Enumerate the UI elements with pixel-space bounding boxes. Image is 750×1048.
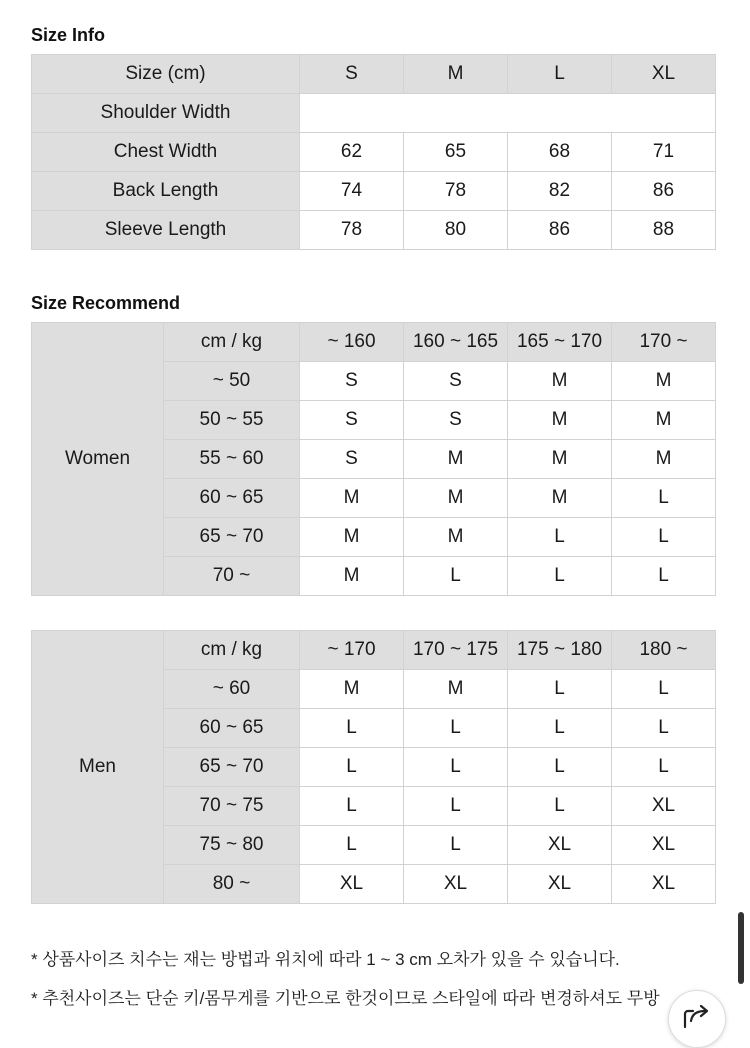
- table-header-cell: S: [300, 55, 404, 94]
- table-cell: 78: [300, 211, 404, 250]
- scrollbar-thumb[interactable]: [738, 912, 744, 984]
- table-cell: M: [300, 670, 404, 709]
- table-cell: XL: [508, 826, 612, 865]
- group-label-women: Women: [32, 323, 164, 596]
- table-header-cell: L: [508, 55, 612, 94]
- row-label: 65 ~ 70: [164, 748, 300, 787]
- table-cell: 74: [300, 172, 404, 211]
- table-cell: M: [404, 518, 508, 557]
- table-cell: 88: [612, 211, 716, 250]
- row-label: 70 ~ 75: [164, 787, 300, 826]
- table-header-cell: 180 ~: [612, 631, 716, 670]
- table-cell: L: [612, 479, 716, 518]
- table-header-cell: ~ 170: [300, 631, 404, 670]
- table-row: [32, 133, 716, 172]
- table-cell: S: [404, 401, 508, 440]
- table-cell: 80: [404, 211, 508, 250]
- table-cell: L: [300, 709, 404, 748]
- size-note-recommendation: * 추천사이즈는 단순 키/몸무게를 기반으로 한것이므로 스타일에 따라 변경하셔도 무방: [31, 989, 660, 1008]
- table-cell: XL: [612, 826, 716, 865]
- table-cell: M: [612, 362, 716, 401]
- table-row: [32, 94, 716, 133]
- group-label-men: Men: [32, 631, 164, 904]
- table-cell: L: [508, 557, 612, 596]
- table-header-cell: 175 ~ 180: [508, 631, 612, 670]
- size-info-title: Size Info: [31, 25, 106, 45]
- row-label: 65 ~ 70: [164, 518, 300, 557]
- table-cell: XL: [508, 865, 612, 904]
- table-header-cell: 170 ~: [612, 323, 716, 362]
- table-header-cell: M: [404, 55, 508, 94]
- women-recommend-table: [31, 322, 716, 596]
- size-note-measurement: * 상품사이즈 치수는 재는 방법과 위치에 따라 1 ~ 3 cm 오차가 있을 수 있습니다.: [31, 950, 620, 969]
- table-cell: M: [404, 440, 508, 479]
- table-cell: 78: [404, 172, 508, 211]
- table-cell: XL: [612, 787, 716, 826]
- table-cell: M: [300, 557, 404, 596]
- table-cell: M: [508, 479, 612, 518]
- table-cell: 71: [612, 133, 716, 172]
- table-cell: M: [300, 479, 404, 518]
- row-label: 55 ~ 60: [164, 440, 300, 479]
- table-cell: M: [508, 440, 612, 479]
- size-recommend-title: Size Recommend: [31, 293, 181, 313]
- table-cell: 86: [612, 172, 716, 211]
- row-label: Chest Width: [32, 133, 300, 172]
- table-cell: L: [508, 787, 612, 826]
- table-header-cell: XL: [612, 55, 716, 94]
- table-row: [32, 211, 716, 250]
- table-cell: L: [404, 826, 508, 865]
- row-label: 80 ~: [164, 865, 300, 904]
- table-cell: L: [300, 748, 404, 787]
- table-cell: L: [404, 748, 508, 787]
- table-header-row: [32, 631, 716, 670]
- table-header-row: [32, 55, 716, 94]
- row-label: ~ 60: [164, 670, 300, 709]
- table-cell: S: [300, 362, 404, 401]
- table-cell: L: [612, 748, 716, 787]
- table-cell: L: [612, 518, 716, 557]
- share-icon: [679, 997, 715, 1033]
- table-cell: S: [404, 362, 508, 401]
- table-cell: [300, 94, 716, 133]
- table-cell: 62: [300, 133, 404, 172]
- table-cell: L: [508, 518, 612, 557]
- table-cell: M: [612, 401, 716, 440]
- men-recommend-table: [31, 630, 716, 904]
- table-cell: M: [612, 440, 716, 479]
- table-header-cell: ~ 160: [300, 323, 404, 362]
- row-label: Shoulder Width: [32, 94, 300, 133]
- table-header-cell: 170 ~ 175: [404, 631, 508, 670]
- row-label: 70 ~: [164, 557, 300, 596]
- table-cell: L: [612, 557, 716, 596]
- table-cell: L: [508, 670, 612, 709]
- share-button[interactable]: [668, 990, 726, 1048]
- table-cell: 65: [404, 133, 508, 172]
- row-label: 50 ~ 55: [164, 401, 300, 440]
- table-header-cell: Size (cm): [32, 55, 300, 94]
- table-cell: 68: [508, 133, 612, 172]
- table-header-cell: cm / kg: [164, 323, 300, 362]
- table-cell: L: [300, 787, 404, 826]
- table-cell: M: [508, 401, 612, 440]
- table-cell: L: [404, 787, 508, 826]
- size-info-table: [31, 54, 716, 250]
- table-cell: L: [508, 748, 612, 787]
- table-cell: XL: [404, 865, 508, 904]
- table-cell: L: [612, 670, 716, 709]
- table-cell: L: [404, 557, 508, 596]
- table-cell: M: [508, 362, 612, 401]
- table-cell: 82: [508, 172, 612, 211]
- table-cell: XL: [300, 865, 404, 904]
- table-cell: L: [612, 709, 716, 748]
- table-cell: S: [300, 401, 404, 440]
- row-label: ~ 50: [164, 362, 300, 401]
- table-row: [32, 172, 716, 211]
- table-header-cell: 160 ~ 165: [404, 323, 508, 362]
- table-cell: L: [300, 826, 404, 865]
- table-header-row: [32, 323, 716, 362]
- row-label: Sleeve Length: [32, 211, 300, 250]
- table-cell: 86: [508, 211, 612, 250]
- table-cell: L: [508, 709, 612, 748]
- table-cell: M: [300, 518, 404, 557]
- table-header-cell: 165 ~ 170: [508, 323, 612, 362]
- table-cell: L: [404, 709, 508, 748]
- row-label: 60 ~ 65: [164, 709, 300, 748]
- row-label: 75 ~ 80: [164, 826, 300, 865]
- table-cell: S: [300, 440, 404, 479]
- row-label: 60 ~ 65: [164, 479, 300, 518]
- row-label: Back Length: [32, 172, 300, 211]
- table-cell: M: [404, 479, 508, 518]
- table-cell: XL: [612, 865, 716, 904]
- table-header-cell: cm / kg: [164, 631, 300, 670]
- table-cell: M: [404, 670, 508, 709]
